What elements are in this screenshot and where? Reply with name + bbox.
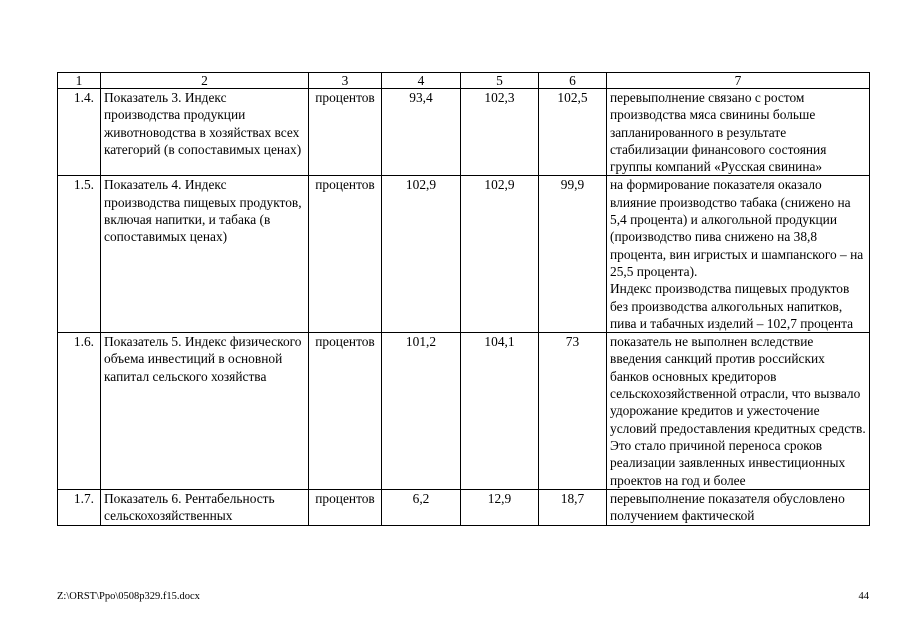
indicator-name: Показатель 4. Индекс производства пищевых продуктов, включая напитки, и табака (в сопоставимых ценах) xyxy=(101,176,309,333)
value-col5: 12,9 xyxy=(461,489,539,525)
file-path: Z:\ORST\Ppo\0508p329.f15.docx xyxy=(57,591,200,602)
column-header: 1 xyxy=(58,73,101,89)
column-header: 4 xyxy=(382,73,461,89)
indicator-table xyxy=(57,72,870,526)
row-number: 1.5. xyxy=(58,176,101,333)
column-header: 6 xyxy=(539,73,607,89)
indicator-name: Показатель 3. Индекс производства продукции животноводства в хозяйствах всех категорий (в сопоставимых ценах) xyxy=(101,89,309,176)
row-number: 1.6. xyxy=(58,333,101,490)
unit-cell: процентов xyxy=(309,176,382,333)
table-header-row xyxy=(58,73,870,89)
note-cell xyxy=(607,176,870,333)
indicator-name: Показатель 5. Индекс физического объема инвестиций в основной капитал сельского хозяйства xyxy=(101,333,309,490)
value-col6: 102,5 xyxy=(539,89,607,176)
value-col5: 102,3 xyxy=(461,89,539,176)
value-col4: 93,4 xyxy=(382,89,461,176)
column-header: 5 xyxy=(461,73,539,89)
column-header: 7 xyxy=(607,73,870,89)
unit-cell: процентов xyxy=(309,333,382,490)
indicator-name xyxy=(101,489,309,525)
value-col4: 102,9 xyxy=(382,176,461,333)
note-cell: перевыполнение связано с ростом производства мяса свинины больше запланированного в результате стабилизации финансового состояния группы компаний «Русская свинина» xyxy=(607,89,870,176)
page-footer xyxy=(57,591,869,602)
page-number: 44 xyxy=(858,591,869,602)
note-paragraph: Индекс производства пищевых продуктов без производства алкогольных напитков, пива и табачных изделий – 102,7 процента xyxy=(610,281,854,331)
value-col5: 104,1 xyxy=(461,333,539,490)
table-row xyxy=(58,333,870,490)
row-number: 1.4. xyxy=(58,89,101,176)
table-row xyxy=(58,489,870,525)
table-row xyxy=(58,176,870,333)
column-header: 3 xyxy=(309,73,382,89)
value-col4: 101,2 xyxy=(382,333,461,490)
note-paragraph: на формирование показателя оказало влияние производство табака (снижено на 5,4 процента) и алкогольной продукции (производство пива снижено на 38,8 процента, вин игристых и шампанского – на 25,5 процента). xyxy=(610,177,864,279)
indicator-name-text: Показатель 6. Рентабельность сельскохозяйственных xyxy=(104,490,275,524)
value-col6: 73 xyxy=(539,333,607,490)
unit-cell: процентов xyxy=(309,89,382,176)
value-col4: 6,2 xyxy=(382,489,461,525)
value-col6: 99,9 xyxy=(539,176,607,333)
column-header: 2 xyxy=(101,73,309,89)
note-cell xyxy=(607,489,870,525)
note-cell: показатель не выполнен вследствие введения санкций против российских банков основных кредиторов сельскохозяйственной отрасли, что вызвало удорожание кредитов и ужесточение условий предоставления кредитных средств. Это стало причиной переноса сроков реализации заявленных инвестиционных проектов на год и более xyxy=(607,333,870,490)
note-text: перевыполнение показателя обусловлено получением фактической xyxy=(610,490,845,524)
value-col6: 18,7 xyxy=(539,489,607,525)
unit-cell: процентов xyxy=(309,489,382,525)
value-col5: 102,9 xyxy=(461,176,539,333)
table-row xyxy=(58,89,870,176)
row-number: 1.7. xyxy=(58,489,101,525)
